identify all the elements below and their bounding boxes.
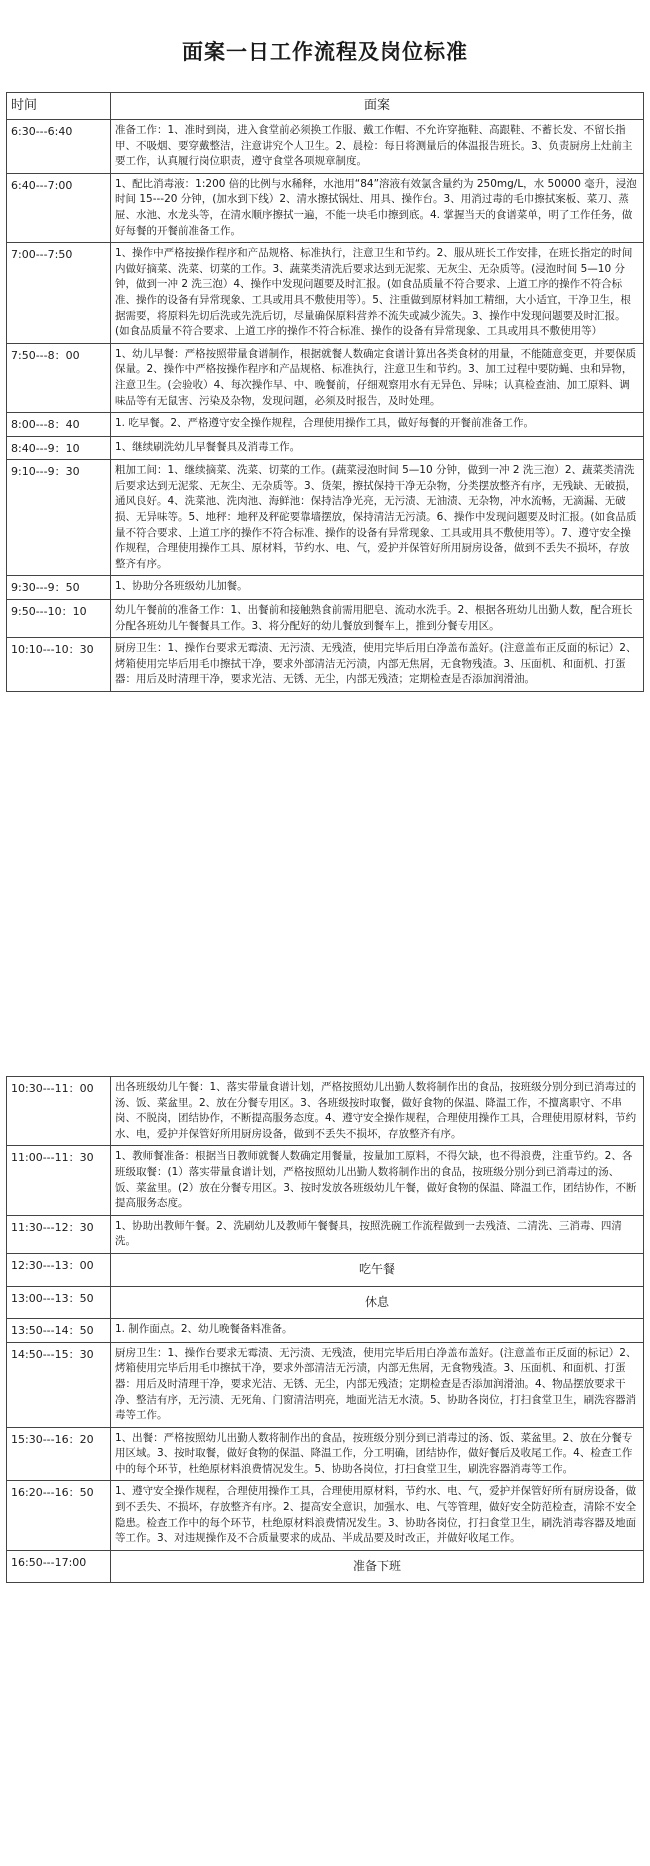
table-row xyxy=(7,1146,644,1215)
content-cell: 1、教师餐准备：根据当日教师就餐人数确定用餐量，按量加工原料，不得欠缺，也不得浪费，注重节约。2、各班级取餐：(1）落实带量食谱计划，严格按照幼儿出勤人数将制作出的食品，按班级分别分到已消毒过的汤、饭、菜盆里。(2）放在分餐专用区。3、按时发放各班级幼儿午餐，做好食物的保温、降温工作，团结协作，不断提高服务态度。 xyxy=(111,1146,644,1215)
content-cell: 1. 吃早餐。2、严格遵守安全操作规程，合理使用操作工具，做好每餐的开餐前准备工作。 xyxy=(111,413,644,437)
time-cell: 8:00---8：40 xyxy=(7,413,111,437)
table-row xyxy=(7,638,644,692)
table-row xyxy=(7,576,644,600)
table-row xyxy=(7,173,644,242)
content-cell: 准备下班 xyxy=(111,1550,644,1583)
time-cell: 11:30---12：30 xyxy=(7,1215,111,1253)
content-cell: 1、幼儿早餐：严格按照带量食谱制作，根据就餐人数确定食谱计算出各类食材的用量，不能随意变更，并要保质保量。2、操作中严格按操作程序和产品规格、标准执行，注意卫生和节约。3、加工过程中要防蝇、虫和异物，注意卫生。(会验收）4、每次操作早、中、晚餐前，仔细观察用水有无异色、异味；认真检查油、加工原料、调味品等有无鼠害、污染及杂物，发现问题，必须及时报告，及时处理。 xyxy=(111,343,644,412)
content-cell: 厨房卫生：1、操作台要求无霉渍、无污渍、无残渣，使用完毕后用白净盖布盖好。(注意盖布正反面的标记）2、烤箱使用完毕后用毛巾擦拭干净，要求外部清洁无污渍，内部无焦屑，无食物残渣。3、压面机、和面机、打蛋器：用后及时清理干净，要求光洁、无锈、无尘，内部无残渣；定期检查是否添加润滑油。4、物品摆放要求干净、整洁有序，无污渍、无死角、门窗清洁明亮，地面光洁无水渍。5、协助各岗位，打扫食堂卫生，刷洗容器消毒等工作。 xyxy=(111,1342,644,1427)
table-row xyxy=(7,343,644,412)
table-row xyxy=(7,1342,644,1427)
time-cell: 13:00---13：50 xyxy=(7,1286,111,1319)
content-cell: 1、继续刷洗幼儿早餐餐具及消毒工作。 xyxy=(111,436,644,460)
table-row xyxy=(7,1215,644,1253)
schedule-table-part-1 xyxy=(6,92,644,692)
table-row xyxy=(7,1319,644,1343)
content-cell: 出各班级幼儿午餐：1、落实带量食谱计划，严格按照幼儿出勤人数将制作出的食品，按班级分别分到已消毒过的汤、饭、菜盆里。2、放在分餐专用区。3、各班级按时取餐，做好食物的保温、降温工作，不擅离职守、不串岗、不脱岗，团结协作，不断提高服务态度。4、遵守安全操作规程，合理使用操作工具，合理使用原材料，节约水、电，爱护并保管好所用厨房设备，做到不丢失不损坏，存放整齐有序。 xyxy=(111,1077,644,1146)
time-cell: 16:20---16：50 xyxy=(7,1481,111,1550)
time-cell: 9:30---9：50 xyxy=(7,576,111,600)
table-header-row xyxy=(7,93,644,120)
table-row xyxy=(7,120,644,174)
content-cell: 1、出餐：严格按照幼儿出勤人数将制作出的食品，按班级分别分到已消毒过的汤、饭、菜盆里。2、放在分餐专用区域。3、按时取餐，做好食物的保温、降温工作，分工明确，团结协作，做好餐后及收尾工作。4、检查工作中的每个环节，杜绝原材料浪费情况发生。5、协助各岗位，打扫食堂卫生，刷洗容器消毒等工作。 xyxy=(111,1427,644,1481)
table-row xyxy=(7,460,644,576)
table-row xyxy=(7,1481,644,1550)
time-cell: 16:50---17:00 xyxy=(7,1550,111,1583)
header-time: 时间 xyxy=(7,93,111,120)
table-row xyxy=(7,1077,644,1146)
table-row xyxy=(7,243,644,344)
table-row xyxy=(7,600,644,638)
page-title: 面案一日工作流程及岗位标准 xyxy=(182,40,468,64)
content-cell: 休息 xyxy=(111,1286,644,1319)
time-cell: 10:10---10：30 xyxy=(7,638,111,692)
time-cell: 9:10---9：30 xyxy=(7,460,111,576)
table-row xyxy=(7,413,644,437)
time-cell: 7:00---7:50 xyxy=(7,243,111,344)
content-cell: 1、配比消毒液：1:200 倍的比例与水稀释，水池用“84”溶液有效氯含量约为 250mg/L，水 50000 毫升，浸泡时间 15---20 分钟，(加水到下线）2、清水擦拭锅灶、用具、操作台。3、用消过毒的毛巾擦拭案板、菜刀、蒸屉、水池、水龙头等，在清水顺序擦拭一遍，不能一块毛巾擦到底。4. 掌握当天的食谱菜单，明了工作任务，做好每餐的开餐前准备工作。 xyxy=(111,173,644,242)
content-cell: 1、操作中严格按操作程序和产品规格、标准执行，注意卫生和节约。2、服从班长工作安排，在班长指定的时间内做好摘菜、洗菜、切菜的工作。3、蔬菜类清洗后要求达到无泥浆、无灰尘、无杂质等。(浸泡时间 5—10 分钟，做到一冲 2 洗三泡）4、操作中发现问题要及时汇报。(如食品质量不符合要求、上道工序的操作不符合标准、操作的设备有异常现象、工具或用具不敷使用等）。5、注重做到原材料加工精细，大小适宜，干净卫生，根据需要，将原料先切后洗或先洗后切，尽量确保原料营养不流失或减少流失。3、操作中发现问题要及时汇报。(如食品质量不符合要求、上道工序的操作不符合标准、操作的设备有异常现象、工具或用具不敷使用等） xyxy=(111,243,644,344)
content-cell: 1、遵守安全操作规程，合理使用操作工具，合理使用原材料，节约水、电、气，爱护并保管好所有厨房设备，做到不丢失、不损坏，存放整齐有序。2、提高安全意识，加强水、电、气等管理，做好安全防范检查，清除不安全隐患。检查工作中的每个环节，杜绝原材料浪费情况发生。3、协助各岗位，打扫食堂卫生，刷洗消毒容器及地面等工作。3、对违规操作及不合质量要求的成品、半成品要及时改正，并做好收尾工作。 xyxy=(111,1481,644,1550)
content-cell: 准备工作：1、准时到岗，进入食堂前必须换工作服、戴工作帽、不允许穿拖鞋、高跟鞋、不蓄长发、不留长指甲、不吸烟、要穿戴整洁，注意讲究个人卫生。2、晨检：每日将测量后的体温报告班长。3、负责厨房上灶前主要工作，认真履行岗位职责，遵守食堂各项规章制度。 xyxy=(111,120,644,174)
content-cell: 1、协助分各班级幼儿加餐。 xyxy=(111,576,644,600)
table-row xyxy=(7,436,644,460)
content-cell: 1. 制作面点。2、幼儿晚餐备料准备。 xyxy=(111,1319,644,1343)
content-cell: 幼儿午餐前的准备工作：1、出餐前和接触熟食前需用肥皂、流动水洗手。2、根据各班幼儿出勤人数，配合班长分配各班幼儿午餐餐具工作。3、将分配好的幼儿餐放到餐车上，推到分餐专用区。 xyxy=(111,600,644,638)
time-cell: 6:40---7:00 xyxy=(7,173,111,242)
content-cell: 粗加工间：1、继续摘菜、洗菜、切菜的工作。(蔬菜浸泡时间 5—10 分钟，做到一冲 2 洗三泡）2、蔬菜类清洗后要求达到无泥浆、无灰尘、无杂质等。3、货架，擦拭保持干净无杂物，分类摆放整齐有序，无残缺、无破损，通风良好。4、洗菜池、洗肉池、海鲜池：保持洁净光亮，无污渍、无油渍、无杂物，冲水流畅，无滴漏、无破损、无异味等。5、地秤：地秤及秤砣要靠墙摆放，保持清洁无污渍。6、操作中发现问题要及时汇报。(如食品质量不符合要求、上道工序的操作不符合标准、操作的设备有异常现象、工具或用具不敷使用等）。7、遵守安全操作规程，合理使用操作工具、原材料，节约水、电、气，爱护并保管好所用厨房设备，做到不丢失不损坏，存放整齐有序。 xyxy=(111,460,644,576)
schedule-table-part-2 xyxy=(6,1076,644,1583)
time-cell: 10:30---11：00 xyxy=(7,1077,111,1146)
content-cell: 厨房卫生：1、操作台要求无霉渍、无污渍、无残渣，使用完毕后用白净盖布盖好。(注意盖布正反面的标记）2、烤箱使用完毕后用毛巾擦拭干净，要求外部清洁无污渍，内部无焦屑，无食物残渣。3、压面机、和面机、打蛋器：用后及时清理干净，要求光洁、无锈、无尘，内部无残渣；定期检查是否添加润滑油。 xyxy=(111,638,644,692)
table-row xyxy=(7,1253,644,1286)
time-cell: 9:50---10：10 xyxy=(7,600,111,638)
header-content: 面案 xyxy=(111,93,644,120)
content-cell: 吃午餐 xyxy=(111,1253,644,1286)
time-cell: 8:40---9：10 xyxy=(7,436,111,460)
time-cell: 15:30---16：20 xyxy=(7,1427,111,1481)
table-row xyxy=(7,1427,644,1481)
time-cell: 14:50---15：30 xyxy=(7,1342,111,1427)
time-cell: 12:30---13：00 xyxy=(7,1253,111,1286)
table-row xyxy=(7,1286,644,1319)
time-cell: 7:50---8：00 xyxy=(7,343,111,412)
content-cell: 1、协助出教师午餐。2、洗刷幼儿及教师午餐餐具，按照洗碗工作流程做到一去残渣、二清洗、三消毒、四清洗。 xyxy=(111,1215,644,1253)
time-cell: 13:50---14：50 xyxy=(7,1319,111,1343)
time-cell: 11:00---11：30 xyxy=(7,1146,111,1215)
table-row xyxy=(7,1550,644,1583)
time-cell: 6:30---6:40 xyxy=(7,120,111,174)
